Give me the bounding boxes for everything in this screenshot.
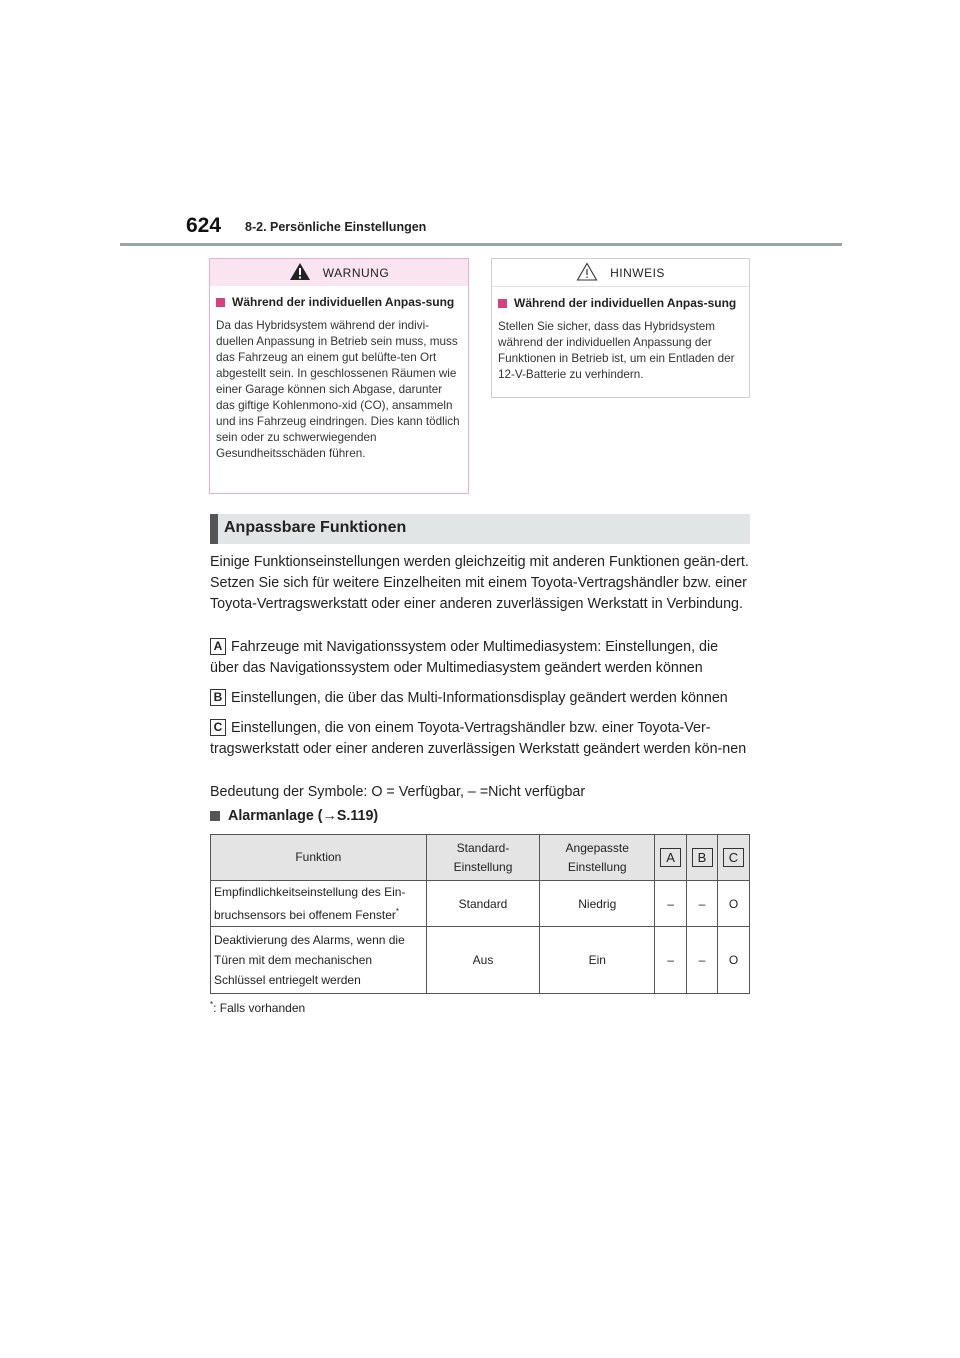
function-table (210, 834, 750, 994)
section-heading-accent (210, 514, 218, 544)
hint-subtitle (498, 296, 743, 311)
header-default-line2: Einstellung (453, 859, 513, 874)
bullet-square-icon (216, 298, 225, 307)
section-heading: Anpassbare Funktionen (224, 519, 407, 536)
page-number: 624 (186, 214, 222, 237)
table-row (211, 881, 750, 927)
row-a: – (655, 881, 687, 927)
legend-item-c (210, 718, 750, 760)
alarm-subheading (210, 808, 378, 824)
header-function: Funktion (211, 835, 427, 881)
legend-text-c: Einstellungen, die von einem Toyota-Vertragshändler bzw. einer Toyota-Ver-tragswerkstatt oder einer anderen zuverlässigen Werkstatt geändert werden kön-nen (210, 720, 747, 757)
row-default: Standard (426, 881, 540, 927)
row-custom: Niedrig (540, 881, 655, 927)
legend-text-a: Fahrzeuge mit Navigationssystem oder Multimediasystem: Einstellungen, die über das Navigationssystem oder Multimediasystem geändert werden können (210, 639, 719, 676)
row-b: – (687, 881, 718, 927)
row-custom: Ein (540, 927, 655, 994)
hint-header (492, 259, 749, 287)
header-default-line1: Standard- (456, 840, 510, 855)
section-title: 8-2. Persönliche Einstellungen (245, 220, 427, 234)
warning-title: WARNUNG (322, 265, 390, 280)
warning-box (209, 258, 469, 494)
header-custom-line2: Einstellung (567, 859, 627, 874)
row-c: O (718, 881, 750, 927)
header-custom-line1: Angepasste (565, 840, 629, 855)
warning-subtitle (216, 295, 462, 310)
caution-triangle-icon (576, 262, 598, 284)
legend-item-a (210, 637, 750, 679)
alarm-subheading-text: Alarmanlage (→S.119) (228, 808, 379, 824)
header-letter-a: A (660, 848, 681, 867)
intro-paragraph: Einige Funktionseinstellungen werden gleichzeitig mit anderen Funktionen geän-dert. Setzen Sie sich für weitere Einzelheiten mit einem Toyota-Vertragshändler bzw. einer Toyota-Vertragswerkstatt oder einer anderen zuverlässigen Werkstatt in Verbindung. (210, 554, 749, 612)
row-default: Aus (426, 927, 540, 994)
header-letter-c: C (723, 848, 744, 867)
symbol-note: Bedeutung der Symbole: O = Verfügbar, – =Nicht verfügbar (210, 784, 586, 800)
header-b (687, 835, 718, 881)
row-function-line2: bruchsensors bei offenem Fenster* (214, 907, 399, 922)
bullet-square-icon (210, 811, 220, 821)
warning-text: Da das Hybridsystem während der indivi-duellen Anpassung in Betrieb sein muss, muss das Fahrzeug an einem gut belüfte-ten Ort abgestellt sein. In geschlossenen Räumen wie einer Garage können sich Abgase, darunter das giftige Kohlenmono-xid (CO), ansammeln und ins Fahrzeug eindringen. Dies kann tödlich sein oder zu schwerwiegenden Gesundheitsschäden führen. (216, 319, 460, 460)
warning-triangle-icon (289, 262, 311, 284)
hint-text: Stellen Sie sicher, dass das Hybridsystem während der individuellen Anpassung der Funktionen in Betrieb ist, um ein Entladen der 12-V-Batterie zu verhindern. (498, 320, 735, 381)
legend-letter-c: C (210, 719, 226, 736)
footnote (210, 1000, 305, 1015)
header-c (718, 835, 750, 881)
row-function-line3: Schlüssel entriegelt werden (214, 973, 361, 987)
footnote-mark: * (210, 1000, 214, 1009)
hint-subtitle-text: Während der individuellen Anpas-sung (514, 296, 737, 310)
header-default (426, 835, 540, 881)
footnote-text: : Falls vorhanden (213, 1001, 306, 1015)
row-a: – (655, 927, 687, 994)
header-a (655, 835, 687, 881)
header-divider (120, 243, 842, 246)
row-b: – (687, 927, 718, 994)
legend-letter-b: B (210, 689, 226, 706)
legend-letter-a: A (210, 638, 226, 655)
warning-subtitle-text: Während der individuellen Anpas-sung (232, 295, 455, 309)
row-c: O (718, 927, 750, 994)
hint-box (491, 258, 750, 398)
row-function-line2: Türen mit dem mechanischen (214, 953, 373, 967)
header-letter-b: B (692, 848, 713, 867)
row-function (211, 881, 427, 927)
legend-text-b: Einstellungen, die über das Multi-Informationsdisplay geändert werden können (231, 690, 728, 706)
table-header-row (211, 835, 750, 881)
row-function-line1: Deaktivierung des Alarms, wenn die (214, 933, 405, 947)
row-function-line1: Empfindlichkeitseinstellung des Ein- (214, 885, 406, 899)
header-custom (540, 835, 655, 881)
table-row (211, 927, 750, 994)
footnote-marker: * (395, 907, 399, 916)
row-function (211, 927, 427, 994)
warning-header (210, 259, 468, 286)
hint-title: HINWEIS (610, 265, 665, 280)
legend-item-b (210, 688, 750, 709)
bullet-square-icon (498, 299, 507, 308)
